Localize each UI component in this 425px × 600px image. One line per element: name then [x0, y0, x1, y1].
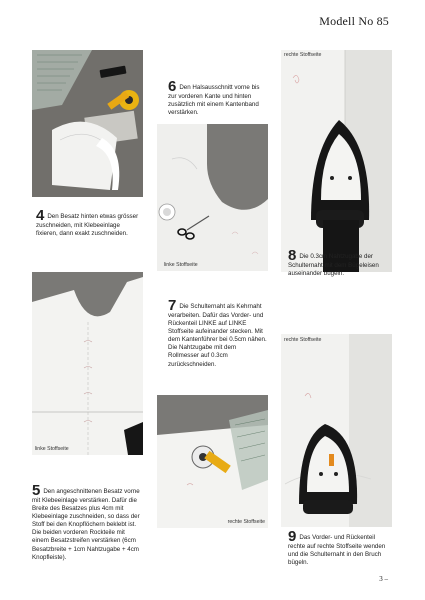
photo-step-6: [157, 124, 268, 271]
step-5-caption: [32, 484, 142, 562]
step-6-caption: [168, 80, 268, 117]
step-text: Den Besatz hinten etwas grösser zuschneiden, mit Klebeeinlage fixieren, dann exakt zuschneiden.: [36, 213, 139, 238]
photo-label: rechte Stoffseite: [227, 519, 265, 525]
step-text: Das Vorder- und Rückenteil rechte auf rechte Stoffseite wenden und die Schulternaht in den Bruch bügeln.: [288, 534, 386, 567]
photo-label: linke Stoffseite: [164, 262, 198, 268]
photo-step-8: [281, 50, 392, 272]
step-text: Den angeschnittenen Besatz vorne mit Klebeeinlage verstärken. Dafür die Breite des Besatzes plus 4cm mit Klebeeinlage zuschneiden, so dass der Stoff bei den Knopflöchern beklebt ist. Die beiden vorderen Rockteile mit einem Besatzstreifen verstärken (6cm Besatzbreite + 1cm Nahtzugabe + 4cm Knopfleiste).: [32, 488, 140, 561]
photo-step-9: [281, 334, 392, 527]
step-number: 7: [168, 297, 177, 314]
photo-step-5: [32, 272, 143, 455]
photo-label: rechte Stoffseite: [284, 337, 322, 343]
step-text: Die Schulternaht als Kehrnaht verarbeiten. Dafür das Vorder- und Rückenteil LINKE auf LINKE Stoffseite aufeinander stecken. Mit dem Kantenführer bei 0.5cm nähen. Die Nahtzugabe mit dem Rollmesser auf 0.3cm zurückschneiden.: [168, 303, 267, 368]
page-number: 3 –: [379, 575, 388, 583]
photo-step-4: [32, 50, 143, 197]
step-7-caption: [168, 299, 268, 369]
page-title: Modell No 85: [319, 14, 389, 28]
step-number: 6: [168, 78, 177, 95]
photo-step-7: [157, 395, 268, 528]
step-number: 5: [32, 482, 41, 499]
step-text: Die 0.3cm Nahtzugabe der Schulternaht mit dem Bügeleisen auseinander bügeln.: [288, 253, 379, 278]
step-text: Den Halsausschnitt vorne bis zur vorderen Kante und hinten zusätzlich mit einem Kantenband verstärken.: [168, 84, 260, 117]
step-9-caption: [288, 530, 390, 567]
photo-label: rechte Stoffseite: [284, 52, 322, 58]
step-4-caption: [36, 209, 142, 238]
step-number: 9: [288, 528, 297, 545]
step-8-caption: [288, 249, 390, 278]
step-number: 8: [288, 247, 297, 264]
step-number: 4: [36, 207, 45, 224]
photo-label: linke Stoffseite: [35, 446, 69, 452]
